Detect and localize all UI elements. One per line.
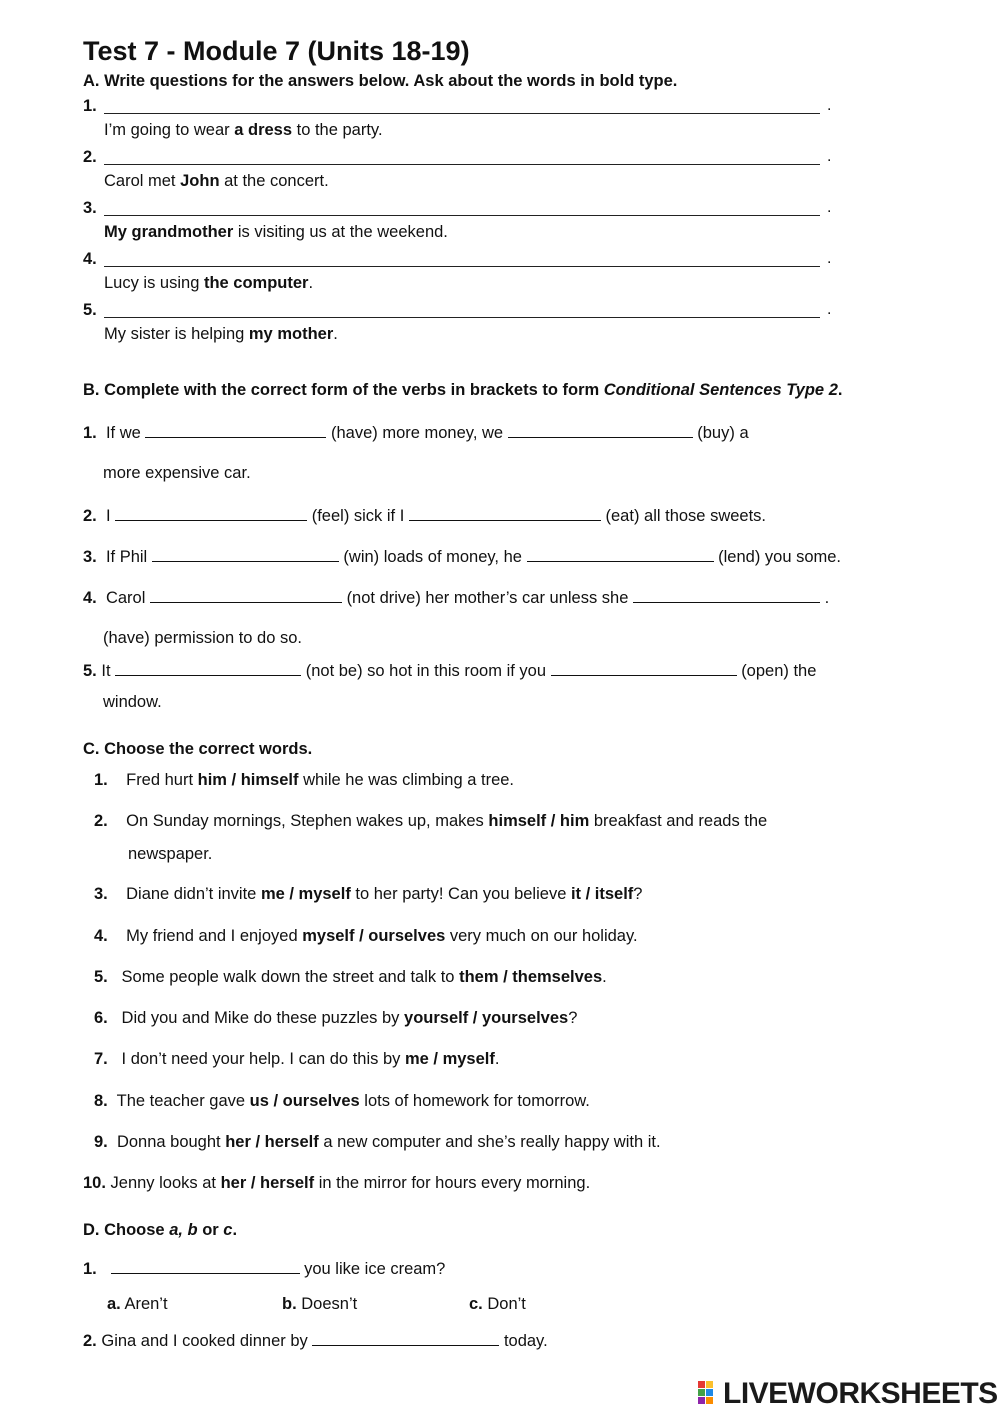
- c9-item: 9. Donna bought her / herself a new computer and she’s really happy with it.: [94, 1133, 661, 1151]
- a5-answer-text: My sister is helping my mother.: [104, 325, 338, 343]
- c8-item: 8. The teacher gave us / ourselves lots of homework for tomorrow.: [94, 1092, 590, 1110]
- b3-line: 3. If Phil (win) loads of money, he (lend) you some.: [83, 548, 842, 566]
- b5-line-cont: window.: [103, 693, 162, 711]
- c9-choice[interactable]: her / herself: [225, 1133, 319, 1151]
- b2-line: 2. I (feel) sick if I (eat) all those sweets.: [83, 507, 767, 525]
- c6-choice[interactable]: yourself / yourselves: [404, 1009, 569, 1027]
- c5-choice[interactable]: them / themselves: [459, 968, 603, 986]
- a4-period: .: [827, 250, 832, 267]
- c3-choice-2[interactable]: it / itself: [570, 885, 634, 903]
- section-b-heading: B. Complete with the correct form of the verbs in brackets to form Conditional Sentences Type 2.: [83, 381, 843, 399]
- c2-item: 2. On Sunday mornings, Stephen wakes up, makes himself / him breakfast and reads the: [94, 812, 768, 830]
- d1-question: 1. you like ice cream?: [83, 1260, 446, 1278]
- b1-blank-1[interactable]: [145, 423, 326, 438]
- liveworksheets-logo: [697, 1378, 998, 1410]
- page-title: Test 7 - Module 7 (Units 18-19): [83, 36, 470, 66]
- c3-item: 3. Diane didn’t invite me / myself to her party! Can you believe it / itself?: [94, 885, 643, 903]
- a2-number: 2.: [83, 148, 97, 166]
- a4-answer-text: Lucy is using the computer.: [104, 274, 314, 292]
- a4-answer-line[interactable]: [104, 253, 820, 267]
- c6-item: 6. Did you and Mike do these puzzles by yourself / yourselves?: [94, 1009, 578, 1027]
- a3-period: .: [827, 199, 832, 216]
- a1-period: .: [827, 97, 832, 114]
- c7-choice[interactable]: me / myself: [404, 1050, 495, 1068]
- c4-choice[interactable]: myself / ourselves: [302, 927, 446, 945]
- c3-choice-1[interactable]: me / myself: [260, 885, 351, 903]
- d2-blank[interactable]: [312, 1331, 499, 1346]
- a3-answer-line[interactable]: [104, 202, 820, 216]
- b3-blank-2[interactable]: [527, 547, 714, 562]
- b1-blank-2[interactable]: [508, 423, 693, 438]
- b4-line: 4. Carol (not drive) her mother’s car unless she .: [83, 589, 830, 607]
- b2-blank-2[interactable]: [409, 506, 601, 521]
- a5-answer-line[interactable]: [104, 304, 820, 318]
- b5-blank-1[interactable]: [115, 661, 301, 676]
- b3-blank-1[interactable]: [152, 547, 339, 562]
- b1-line-cont: more expensive car.: [103, 464, 251, 482]
- a1-number: 1.: [83, 97, 97, 115]
- c2-choice[interactable]: himself / him: [488, 812, 590, 830]
- a2-answer-text: Carol met John at the concert.: [104, 172, 329, 190]
- d1-option-b[interactable]: b. Doesn’t: [282, 1295, 358, 1313]
- c4-item: 4. My friend and I enjoyed myself / ourselves very much on our holiday.: [94, 927, 638, 945]
- d2-question: 2. Gina and I cooked dinner by today.: [83, 1332, 548, 1350]
- c8-choice[interactable]: us / ourselves: [249, 1092, 360, 1110]
- b4-blank-1[interactable]: [150, 588, 342, 603]
- a5-number: 5.: [83, 301, 97, 319]
- b4-blank-2[interactable]: [633, 588, 820, 603]
- a1-answer-line[interactable]: [104, 100, 820, 114]
- d1-option-a[interactable]: a. Aren’t: [107, 1295, 168, 1313]
- a2-period: .: [827, 148, 832, 165]
- section-c-heading: C. Choose the correct words.: [83, 740, 313, 758]
- c1-item: 1. Fred hurt him / himself while he was climbing a tree.: [94, 771, 515, 789]
- c1-choice[interactable]: him / himself: [197, 771, 299, 789]
- a1-answer-text: I’m going to wear a dress to the party.: [104, 121, 383, 139]
- a3-answer-text: My grandmother is visiting us at the weekend.: [104, 223, 448, 241]
- c10-choice[interactable]: her / herself: [220, 1174, 315, 1192]
- c5-item: 5. Some people walk down the street and talk to them / themselves.: [94, 968, 607, 986]
- c10-item: 10. Jenny looks at her / herself in the mirror for hours every morning.: [83, 1174, 591, 1192]
- a2-answer-line[interactable]: [104, 151, 820, 165]
- d1-blank[interactable]: [111, 1259, 300, 1274]
- b5-blank-2[interactable]: [551, 661, 737, 676]
- b4-line-cont: (have) permission to do so.: [103, 629, 303, 647]
- a3-number: 3.: [83, 199, 97, 217]
- section-a-heading: A. Write questions for the answers below. Ask about the words in bold type.: [83, 72, 678, 90]
- c2-item-cont: newspaper.: [128, 845, 213, 863]
- d1-option-c[interactable]: c. Don’t: [469, 1295, 526, 1313]
- liveworksheets-logo-icon: [697, 1380, 723, 1408]
- a5-period: .: [827, 301, 832, 318]
- liveworksheets-logo-text: LIVEWORKSHEETS: [723, 1377, 998, 1410]
- b2-blank-1[interactable]: [115, 506, 307, 521]
- b1-line: 1. If we (have) more money, we (buy) a: [83, 424, 749, 442]
- c7-item: 7. I don’t need your help. I can do this by me / myself.: [94, 1050, 500, 1068]
- b5-line: 5. It (not be) so hot in this room if you (open) the: [83, 662, 817, 680]
- a4-number: 4.: [83, 250, 97, 268]
- section-d-heading: D. Choose a, b or c.: [83, 1221, 238, 1239]
